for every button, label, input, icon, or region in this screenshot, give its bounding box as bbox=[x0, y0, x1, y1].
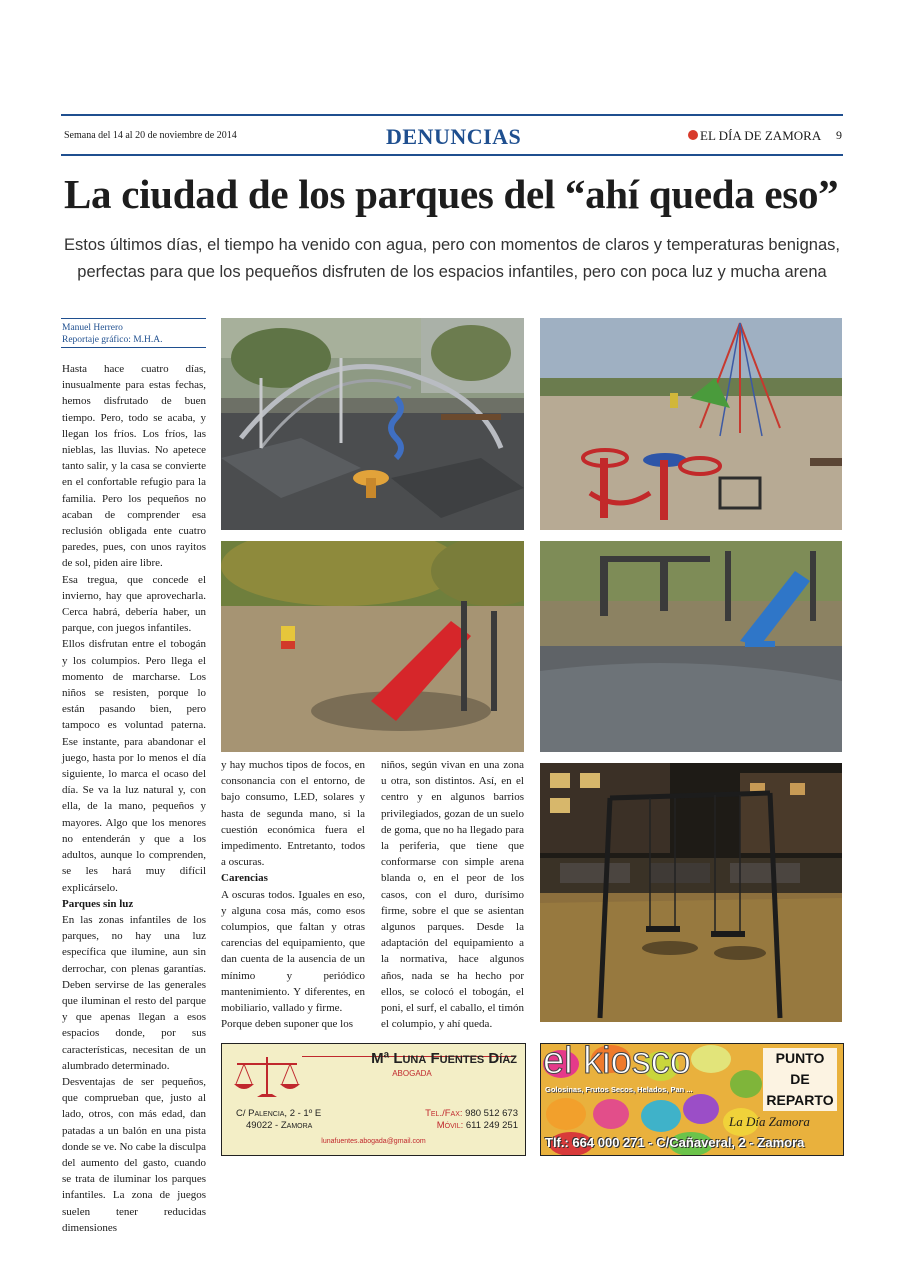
author: Manuel Herrero bbox=[62, 323, 123, 333]
subtitle-line-1: Estos últimos días, el tiempo ha venido con agua, pero con momentos de claros y temperaturas benignas, bbox=[64, 236, 840, 254]
scales-of-justice-icon bbox=[232, 1052, 302, 1112]
article-column-1 bbox=[62, 361, 206, 1236]
lawyer-phone bbox=[392, 1108, 518, 1119]
paper-logo-icon bbox=[688, 130, 698, 140]
phone-value: 980 512 673 bbox=[465, 1108, 518, 1119]
photo-night-swings bbox=[540, 763, 842, 1022]
badge-paper: La Día Zamora bbox=[729, 1114, 810, 1129]
paragraph: Porque deben suponer que los bbox=[221, 1018, 353, 1031]
article-column-3 bbox=[381, 757, 524, 1032]
mobile-label: Móvil: bbox=[436, 1120, 464, 1131]
phone-label: Tel./Fax: bbox=[425, 1108, 463, 1119]
ad-lawyer[interactable] bbox=[221, 1043, 526, 1156]
paragraph: Ellos disfrutan entre el tobogán y los columpios. Pero llega el momento de marcharse. Los niños se resisten, porque lo están pasando bien, pero tampoco es voluntad paterna. Ese instante, para abandonar el juego, hasta por lo menos el día siguiente, lo marca el ocaso del día. Se va la luz natural y, con ella, de la mano, pequeños y mayores. Algo que los menores no entenderán y que a los adultos, aunque lo comprenden, se les hará muy difícil explicárselo. bbox=[62, 638, 206, 894]
header-bottom-rule bbox=[61, 154, 843, 156]
badge-line-2: DE bbox=[790, 1071, 810, 1087]
issue-date: Semana del 14 al 20 de noviembre de 2014 bbox=[64, 130, 237, 141]
badge-line-1: PUNTO bbox=[775, 1050, 825, 1066]
article-title: La ciudad de los parques del “ahí queda eso” bbox=[64, 171, 839, 217]
kiosco-name: el kiosco bbox=[543, 1043, 691, 1082]
byline-rule-bottom bbox=[61, 347, 206, 348]
delivery-badge bbox=[763, 1048, 837, 1111]
paragraph: A oscuras todos. Iguales en eso, y alguna cosa más, como esos columpios, que faltan y otras carencias del equipamiento, que dan cuenta de la ausencia de un mínimo y periódico mantenimiento. Y diferentes, en mobiliario, vallado y firme. bbox=[221, 888, 365, 1015]
kiosco-phone: Tlf.: 664 000 271 - C/Cañaveral, 2 - Zamora bbox=[545, 1135, 805, 1150]
badge-line-3: REPARTO bbox=[766, 1092, 834, 1108]
paragraph: niños, según vivan en una zona u otra, son distintos. Así, en el centro y en algunos barrios privilegiados, gozan de un suelo de goma, que no ha llegado para la periferia, que tiene que conformarse con simple arena blanda o, en el peor de los casos, con el duro, durísimo firme, sobre el que se asientan algunos parques. Desde la adaptación del equipamiento a la normativa, hace algunos años, nada se ha hecho por ellos, se colocó el tobogán, el poni, el surf, el caballo, el timón el columpio, y ahí queda. bbox=[381, 759, 524, 1031]
lawyer-role: ABOGADA bbox=[392, 1069, 432, 1078]
article-column-2 bbox=[221, 757, 365, 1032]
lawyer-name: Mª Luna Fuentes Díaz bbox=[371, 1050, 517, 1067]
kiosco-tagline: Golosinas, Frutos Secos, Helados, Pan ... bbox=[545, 1085, 693, 1094]
subheading: Parques sin luz bbox=[62, 897, 134, 910]
lawyer-email[interactable]: lunafuentes.abogada@gmail.com bbox=[321, 1138, 426, 1145]
paragraph: y hay muchos tipos de focos, en consonancia con el entorno, de bajo consumo, LED, solares y hasta de segunda mano, si la cuestión económica fuera el impedimento. Entretanto, todos a oscuras. bbox=[221, 759, 365, 869]
paper-name: EL DÍA DE ZAMORA bbox=[700, 128, 822, 143]
paragraph: Desventajas de ser pequeños, que comprueban que, justo al lado, otros, con más edad, dan patadas a un balón en una pista donde se ve. No cabe la disculpa del aumento del gasto, cuando se trata de iluminar los parques infantiles. La zona de juegos suelen tener reducidas dimensiones bbox=[62, 1075, 206, 1234]
paragraph: Esa tregua, que concede el invierno, hay que aprovecharla. Cerca habrá, debería haber, un parque, con juegos infantiles. bbox=[62, 573, 206, 635]
photo-blue-slide-puddle bbox=[540, 541, 842, 752]
header-top-rule bbox=[61, 114, 843, 116]
page-number: 9 bbox=[836, 128, 842, 142]
subheading: Carencias bbox=[221, 872, 268, 885]
lawyer-address-1: C/ Palencia, 2 - 1º E bbox=[236, 1108, 322, 1119]
lawyer-mobile bbox=[392, 1120, 518, 1131]
section-title: DENUNCIAS bbox=[386, 124, 522, 149]
photo-red-slide-sand bbox=[221, 541, 524, 752]
ad-kiosco[interactable] bbox=[540, 1043, 844, 1156]
subtitle-line-2: perfectas para que los pequeños disfruten de los espacios infantiles, pero con poca luz y mucha arena bbox=[77, 263, 827, 281]
photo-playground-rubber-floor bbox=[221, 318, 524, 530]
photo-credit: Reportaje gráfico: M.H.A. bbox=[62, 335, 163, 345]
mobile-value: 611 249 251 bbox=[465, 1120, 518, 1131]
byline bbox=[62, 322, 163, 346]
byline-rule bbox=[61, 318, 206, 319]
lawyer-address-2: 49022 - Zamora bbox=[246, 1120, 313, 1131]
paragraph: En las zonas infantiles de los parques, no hay una luz específica que ilumine, aun sin derrochar, con plenas garantías. Deben servirse de las generales que iluminan el resto del parque y que apenas llegan a esos espacios donde, por sus características, necesitan de un alumbrado determinado. bbox=[62, 913, 206, 1072]
photo-playground-climbing-net bbox=[540, 318, 842, 530]
paragraph: Hasta hace cuatro días, inusualmente para estas fechas, hemos disfrutado de buen tiempo. Pero, todo se acaba, y llegan los fríos. Los fríos, las nieblas, las lluvias. No apetece tanto salir, y la casa se convierte en el confortable refugio para la familia. Pero los pequeños no acaban de comprender esa reclusión obligada ente cuatro paredes, pues, con unos rayitos de sol, piden aire libre. bbox=[62, 363, 206, 570]
article-subtitle bbox=[64, 232, 840, 286]
